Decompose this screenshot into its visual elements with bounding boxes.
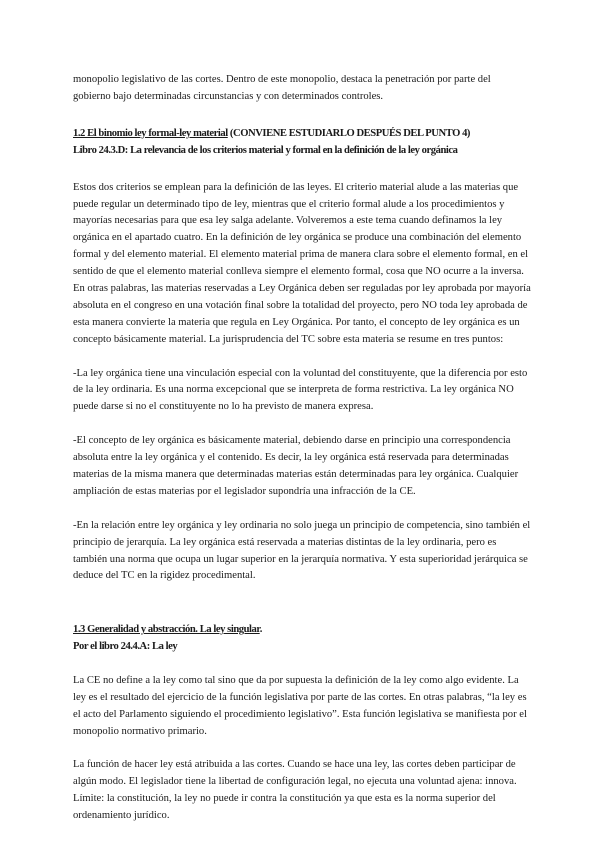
spacer	[73, 501, 531, 518]
spacer	[73, 605, 531, 622]
section-heading-1-2-underlined: 1.2 El binomio ley formal-ley material	[73, 127, 228, 139]
paragraph-funcion-ley: La función de hacer ley está atribuida a las cortes. Cuando se hace una ley, las cortes deben participar de algún modo. El legislador tiene la libertad de configuración legal, no ejecuta una voluntad ajena: innova. Límite: la constitución, la ley no puede ir contra la constitución ya que esta es la norma superior del ordenamiento jurídico.	[73, 759, 517, 822]
paragraph-punto-2: -El concepto de ley orgánica es básicamente material, debiendo darse en principio una correspondencia absoluta entre la ley orgánica y el contenido. Es decir, la ley orgánica está reservada para determinadas materias de la misma manera que determinadas materias están determinadas para ley orgánica. Cualquier ampliación de estas materias por el legislador supondría una infracción de la CE.	[73, 435, 519, 497]
spacer	[73, 160, 531, 180]
spacer	[73, 106, 531, 126]
spacer	[73, 585, 531, 605]
spacer	[73, 349, 531, 366]
spacer	[73, 416, 531, 433]
section-heading-1-2-note: (CONVIENE ESTUDIARLO DESPUÉS DEL PUNTO 4)	[227, 127, 470, 139]
spacer	[73, 741, 531, 758]
section-heading-1-3-dot: .	[259, 624, 262, 636]
paragraph-la-ley: La CE no define a la ley como tal sino que da por supuesta la definición de la ley como algo evidente. La ley es el resultado del ejercicio de la función legislativa por parte de las cortes. En otras palabras, “la ley es el acto del Parlamento siguiendo el procedimiento legislativo”. Esta función legislativa se manifiesta por el monopolio normativo primario.	[73, 674, 527, 737]
section-subheading-1-2: Libro 24.3.D: La relevancia de los criterios material y formal en la definición de la ley orgánica	[73, 144, 458, 156]
section-heading-1-3	[73, 622, 531, 639]
spacer	[73, 656, 531, 673]
document-page	[73, 72, 531, 825]
paragraph-criterios: Estos dos criterios se emplean para la definición de las leyes. El criterio material alude a las materias que puede regular un determinado tipo de ley, mientras que el criterio formal alude a los procedimientos y mayorías necesarias para que esa ley salga adelante. Volveremos a este tema cuando definamos la ley orgánica en el apartado cuatro. En la definición de ley orgánica se produce una combinación del elemento formal y del elemento material. El elemento material prima de manera clara sobre el elemento formal, en el sentido de que el elemento material conlleva siempre el elemento formal, cosa que NO ocurre a la inversa. En otras palabras, las materias reservadas a Ley Orgánica deben ser reguladas por ley aprobada por mayoría absoluta en el congreso en una votación final sobre la totalidad del proyecto, pero NO toda ley aprobada de esta manera convierte la materia que regula en Ley Orgánica. Por tanto, el concepto de ley orgánica es un concepto básicamente material. La jurisprudencia del TC sobre esta materia se resume en tres puntos:	[73, 181, 531, 345]
section-subheading-1-3: Por el libro 24.4.A: La ley	[73, 641, 178, 653]
paragraph-punto-3: -En la relación entre ley orgánica y ley ordinaria no solo juega un principio de competencia, sino también el principio de jerarquía. La ley orgánica está reservada a materias distintas de la ley ordinaria, pero es también una norma que ocupa un lugar superior en la jerarquía normativa. Y esta superioridad jerárquica se deduce del TC en la rigidez procedimental.	[73, 519, 531, 582]
section-heading-1-2	[73, 126, 531, 143]
paragraph-punto-1: -La ley orgánica tiene una vinculación especial con la voluntad del constituyente, que la diferencia por esto de la ley ordinaria. Es una norma excepcional que se interpreta de forma restrictiva. La ley orgánica NO puede darse si no el constituyente no lo ha previsto de manera expresa.	[73, 367, 528, 413]
intro-paragraph: monopolio legislativo de las cortes. Dentro de este monopolio, destaca la penetración por parte del gobierno bajo determinadas circunstancias y con determinados controles.	[73, 74, 491, 102]
section-heading-1-3-underlined: 1.3 Generalidad y abstracción. La ley singular	[73, 624, 260, 636]
